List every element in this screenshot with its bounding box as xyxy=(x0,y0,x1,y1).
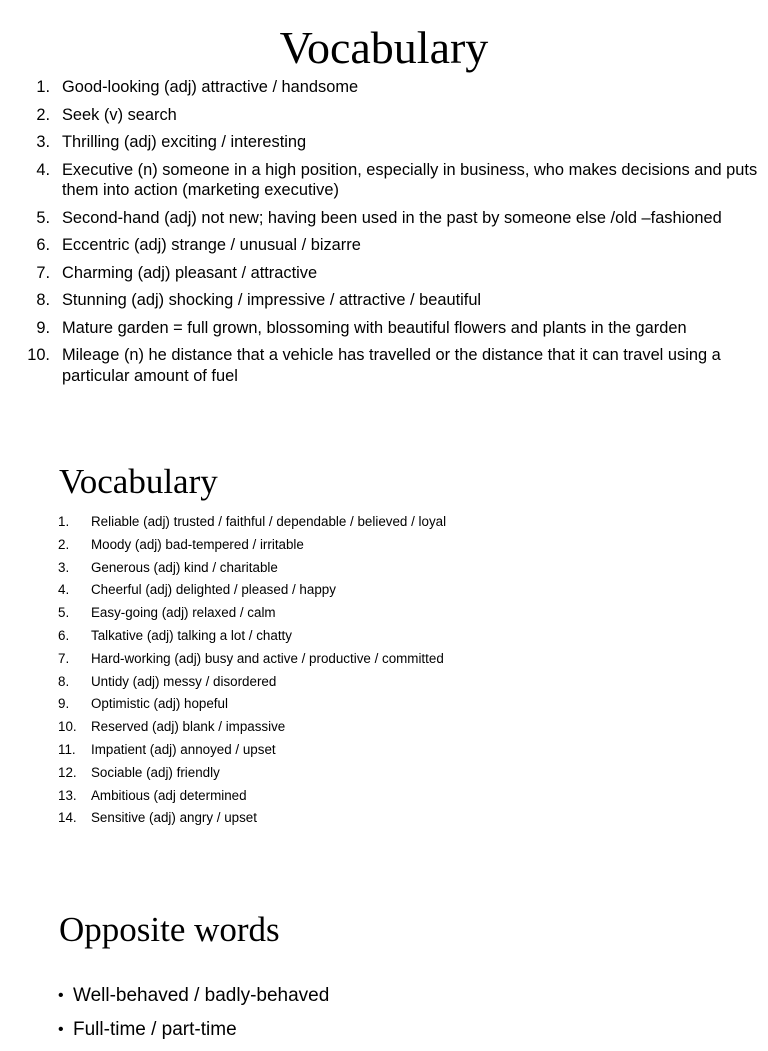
item-number: 10. xyxy=(58,719,77,735)
list-item xyxy=(0,673,740,696)
item-text: Impatient (adj) annoyed / upset xyxy=(91,741,276,757)
item-number: 3. xyxy=(58,559,70,575)
list-item xyxy=(0,983,740,1017)
item-text: Reserved (adj) blank / impassive xyxy=(91,719,286,735)
bullet-icon: • xyxy=(58,987,64,1004)
item-number: 8. xyxy=(58,673,70,689)
item-number: 3. xyxy=(36,133,50,151)
vocabulary-title-1: Vocabulary xyxy=(279,22,489,73)
item-number: 7. xyxy=(36,263,50,282)
item-number: 12. xyxy=(58,764,77,780)
opposite-words-list xyxy=(0,983,740,1051)
list-item xyxy=(0,581,740,604)
vocabulary-list-2 xyxy=(0,513,740,832)
list-item xyxy=(0,604,740,627)
item-text: Stunning (adj) shocking / impressive / attractive / beautiful xyxy=(62,291,482,309)
item-number: 8. xyxy=(36,291,50,309)
item-number: 7. xyxy=(58,650,70,666)
list-item xyxy=(0,718,740,741)
list-item xyxy=(0,809,740,832)
item-text: Mature garden = full grown, blossoming with beautiful flowers and plants in the garden xyxy=(62,318,687,337)
opposite-words-title: Opposite words xyxy=(59,910,280,949)
item-text: Seek (v) search xyxy=(62,105,177,124)
list-item xyxy=(0,536,740,559)
list-item xyxy=(0,741,740,764)
item-number: 5. xyxy=(58,605,70,621)
item-text: Hard-working (adj) busy and active / productive / committed xyxy=(91,650,444,666)
item-number: 1. xyxy=(36,78,50,96)
list-item xyxy=(0,132,760,153)
item-text: Mileage (n) he distance that a vehicle has travelled or the distance that it can travel using a particular amount of fuel xyxy=(62,346,721,385)
item-text: Eccentric (adj) strange / unusual / bizarre xyxy=(62,236,361,254)
list-item xyxy=(0,627,740,650)
item-number: 4. xyxy=(58,582,70,598)
list-item xyxy=(0,787,740,810)
list-item xyxy=(0,764,740,787)
item-number: 2. xyxy=(58,536,70,552)
item-text: Reliable (adj) trusted / faithful / dependable / believed / loyal xyxy=(91,514,447,529)
item-text: Sensitive (adj) angry / upset xyxy=(91,810,257,826)
list-item xyxy=(0,650,740,673)
item-text: Full-time / part-time xyxy=(73,1019,237,1040)
list-item xyxy=(0,513,740,536)
list-item xyxy=(0,345,760,386)
item-number: 6. xyxy=(58,627,70,643)
bullet-icon: • xyxy=(58,1021,64,1038)
item-text: Ambitious (adj determined xyxy=(91,787,247,803)
item-number: 2. xyxy=(36,105,50,124)
list-item xyxy=(0,290,760,311)
list-item xyxy=(0,77,760,98)
list-item xyxy=(0,559,740,582)
item-text: Cheerful (adj) delighted / pleased / happy xyxy=(91,582,336,598)
item-number: 9. xyxy=(36,318,50,337)
item-number: 1. xyxy=(58,514,70,529)
list-item xyxy=(0,105,760,126)
item-text: Executive (n) someone in a high position, especially in business, who makes decisions and puts them into action (marketing executive) xyxy=(62,160,758,199)
list-item xyxy=(0,235,760,256)
item-number: 9. xyxy=(58,696,70,712)
list-item xyxy=(0,263,760,284)
item-text: Talkative (adj) talking a lot / chatty xyxy=(91,627,292,643)
vocabulary-title-2: Vocabulary xyxy=(59,462,218,501)
list-item xyxy=(0,695,740,718)
item-number: 5. xyxy=(36,208,50,227)
item-text: Second-hand (adj) not new; having been used in the past by someone else /old –fashioned xyxy=(62,208,722,227)
item-number: 4. xyxy=(36,160,50,179)
item-text: Untidy (adj) messy / disordered xyxy=(91,673,277,689)
item-text: Charming (adj) pleasant / attractive xyxy=(62,263,318,282)
item-number: 11. xyxy=(58,741,76,757)
item-number: 10. xyxy=(27,346,50,364)
item-text: Moody (adj) bad-tempered / irritable xyxy=(91,536,304,552)
list-item xyxy=(0,1017,740,1051)
item-text: Optimistic (adj) hopeful xyxy=(91,696,228,712)
list-item xyxy=(0,318,760,339)
item-text: Sociable (adj) friendly xyxy=(91,764,220,780)
item-text: Good-looking (adj) attractive / handsome xyxy=(62,78,359,96)
item-text: Thrilling (adj) exciting / interesting xyxy=(62,133,307,151)
list-item xyxy=(0,160,760,201)
list-item xyxy=(0,208,760,229)
item-text: Easy-going (adj) relaxed / calm xyxy=(91,605,276,621)
item-text: Well-behaved / badly-behaved xyxy=(73,985,330,1006)
item-text: Generous (adj) kind / charitable xyxy=(91,559,278,575)
item-number: 13. xyxy=(58,787,77,803)
item-number: 14. xyxy=(58,810,77,826)
item-number: 6. xyxy=(36,236,50,254)
vocabulary-list-1 xyxy=(0,77,760,393)
